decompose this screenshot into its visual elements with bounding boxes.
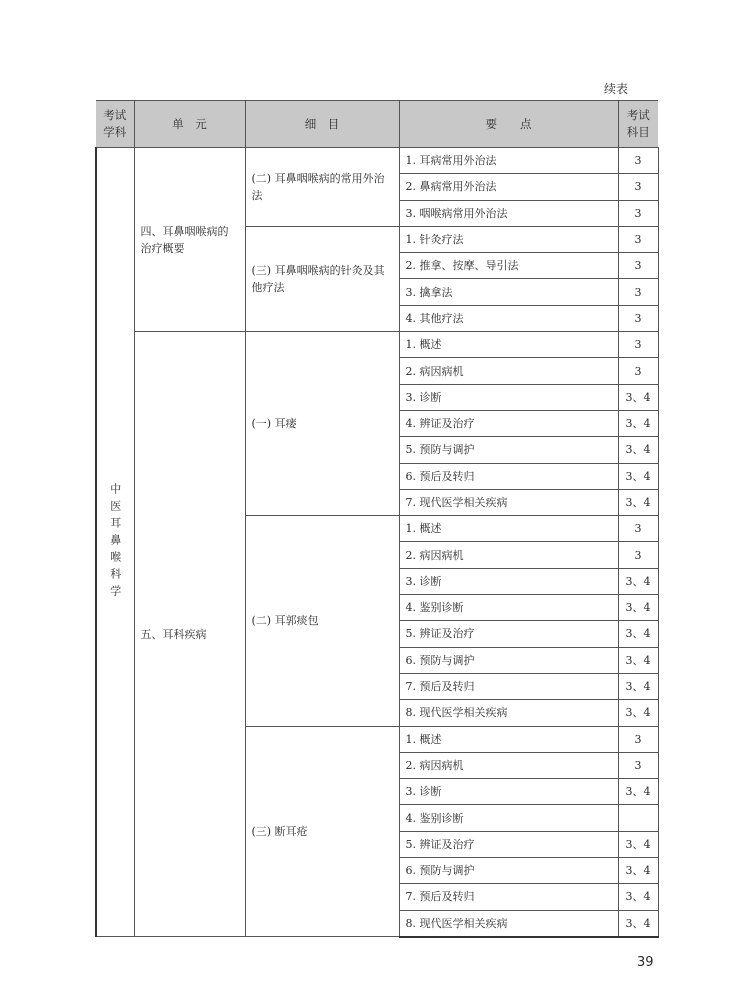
continued-label: 续表: [604, 82, 629, 96]
key-point-cell: 2. 推拿、按摩、导引法: [399, 253, 618, 279]
key-point-cell: 8. 现代医学相关疾病: [399, 910, 618, 937]
key-point-cell: 5. 预防与调护: [399, 437, 618, 463]
header-key-points: 要 点: [399, 101, 618, 148]
unit-cell: 五、耳科疾病: [134, 332, 245, 937]
exam-subject-cell: 3、4: [618, 384, 658, 410]
page-number: 39: [637, 955, 654, 970]
header-subject-text: 考试 学科: [103, 108, 127, 139]
exam-subject-cell: 3、4: [618, 647, 658, 673]
item-cell: (二) 耳郭痰包: [245, 516, 399, 726]
exam-subject-cell: 3、4: [618, 700, 658, 726]
table-row: [96, 332, 658, 358]
key-point-cell: 6. 预后及转归: [399, 463, 618, 489]
key-point-cell: 1. 针灸疗法: [399, 226, 618, 252]
exam-subject-cell: 3: [618, 148, 658, 174]
exam-subject-cell: 3: [618, 226, 658, 252]
header-exam-subject-text: 考试 科目: [626, 108, 650, 139]
key-point-cell: 5. 辨证及治疗: [399, 621, 618, 647]
key-point-cell: 7. 预后及转归: [399, 884, 618, 910]
key-point-cell: 5. 辨证及治疗: [399, 831, 618, 857]
exam-subject-cell: 3: [618, 358, 658, 384]
exam-subject-cell: 3、4: [618, 621, 658, 647]
exam-subject-cell: 3: [618, 305, 658, 331]
header-unit: 单 元: [134, 101, 245, 148]
exam-subject-cell: 3: [618, 516, 658, 542]
exam-subject-cell: 3: [618, 200, 658, 226]
syllabus-table: [95, 100, 659, 938]
exam-subject-cell: [618, 805, 658, 831]
key-point-cell: 1. 概述: [399, 332, 618, 358]
exam-subject-cell: 3、4: [618, 858, 658, 884]
key-point-cell: 2. 病因病机: [399, 752, 618, 778]
exam-subject-cell: 3、4: [618, 410, 658, 436]
item-cell: (一) 耳瘘: [245, 332, 399, 516]
exam-subject-cell: 3、4: [618, 489, 658, 515]
exam-subject-cell: 3: [618, 542, 658, 568]
key-point-cell: 6. 预防与调护: [399, 647, 618, 673]
exam-subject-cell: 3、4: [618, 779, 658, 805]
key-point-cell: 3. 诊断: [399, 384, 618, 410]
key-point-cell: 6. 预防与调护: [399, 858, 618, 884]
key-point-cell: 2. 病因病机: [399, 542, 618, 568]
key-point-cell: 3. 诊断: [399, 779, 618, 805]
header-row: [96, 101, 658, 148]
exam-subject-cell: 3: [618, 279, 658, 305]
key-point-cell: 7. 预后及转归: [399, 673, 618, 699]
table-body: [96, 148, 658, 937]
exam-subject-cell: 3: [618, 726, 658, 752]
key-point-cell: 4. 鉴别诊断: [399, 595, 618, 621]
key-point-cell: 7. 现代医学相关疾病: [399, 489, 618, 515]
item-cell: (三) 断耳疮: [245, 726, 399, 937]
exam-subject-cell: 3、4: [618, 568, 658, 594]
subject-cell: 中医耳鼻喉科学: [96, 148, 134, 937]
table-row: [96, 148, 658, 174]
exam-subject-cell: 3、4: [618, 884, 658, 910]
item-cell: (三) 耳鼻咽喉病的针灸及其他疗法: [245, 226, 399, 331]
header-item: 细 目: [245, 101, 399, 148]
key-point-cell: 8. 现代医学相关疾病: [399, 700, 618, 726]
unit-cell: 四、耳鼻咽喉病的治疗概要: [134, 148, 245, 332]
key-point-cell: 3. 诊断: [399, 568, 618, 594]
exam-subject-cell: 3: [618, 253, 658, 279]
key-point-cell: 2. 鼻病常用外治法: [399, 174, 618, 200]
key-point-cell: 1. 耳病常用外治法: [399, 148, 618, 174]
exam-subject-cell: 3、4: [618, 831, 658, 857]
key-point-cell: 3. 咽喉病常用外治法: [399, 200, 618, 226]
key-point-cell: 4. 其他疗法: [399, 305, 618, 331]
key-point-cell: 1. 概述: [399, 516, 618, 542]
exam-subject-cell: 3: [618, 174, 658, 200]
exam-subject-cell: 3、4: [618, 437, 658, 463]
exam-subject-cell: 3、4: [618, 463, 658, 489]
exam-subject-cell: 3、4: [618, 673, 658, 699]
exam-subject-cell: 3、4: [618, 910, 658, 937]
header-subject: [96, 101, 134, 148]
key-point-cell: 4. 鉴别诊断: [399, 805, 618, 831]
key-point-cell: 1. 概述: [399, 726, 618, 752]
header-exam-subject: [618, 101, 658, 148]
key-point-cell: 2. 病因病机: [399, 358, 618, 384]
key-point-cell: 4. 辨证及治疗: [399, 410, 618, 436]
item-cell: (二) 耳鼻咽喉病的常用外治法: [245, 148, 399, 227]
exam-subject-cell: 3、4: [618, 595, 658, 621]
key-point-cell: 3. 擒拿法: [399, 279, 618, 305]
exam-subject-cell: 3: [618, 752, 658, 778]
exam-subject-cell: 3: [618, 332, 658, 358]
